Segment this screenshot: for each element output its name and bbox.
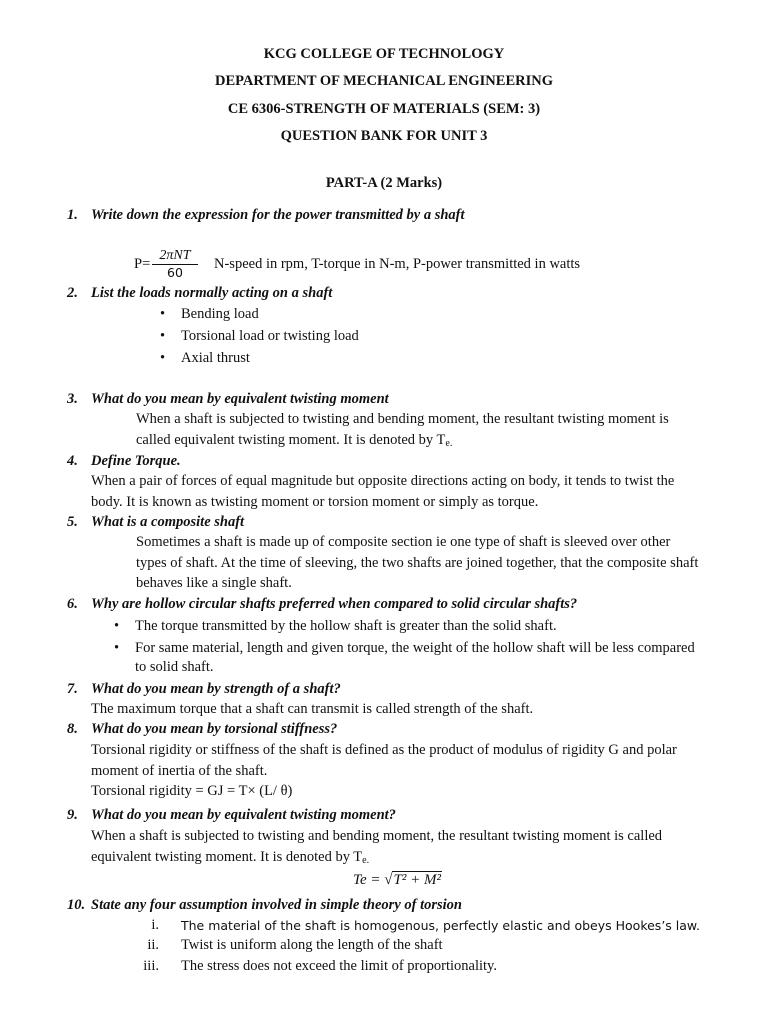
question-text: What do you mean by strength of a shaft? bbox=[91, 681, 341, 697]
list-item bbox=[0, 958, 768, 978]
answer-line: When a shaft is subjected to twisting and bending moment, the resultant twisting moment is called bbox=[91, 828, 663, 844]
question-7 bbox=[67, 681, 341, 698]
department-name: DEPARTMENT OF MECHANICAL ENGINEERING bbox=[215, 73, 553, 89]
list-item-text: Twist is uniform along the length of the shaft bbox=[181, 937, 443, 953]
answer-line: When a shaft is subjected to twisting and bending moment, the resultant twisting moment is bbox=[136, 411, 669, 427]
list-item-continuation: to solid shaft. bbox=[135, 659, 214, 675]
question-text: What do you mean by equivalent twisting moment? bbox=[91, 807, 396, 823]
question-6 bbox=[67, 596, 577, 613]
formula-lhs: Te = bbox=[353, 872, 385, 888]
question-number: 1. bbox=[67, 207, 78, 223]
course-title: CE 6306-STRENGTH OF MATERIALS (SEM: 3) bbox=[227, 101, 541, 117]
question-text: What is a composite shaft bbox=[91, 514, 245, 530]
question-bank-title: QUESTION BANK FOR UNIT 3 bbox=[280, 128, 488, 144]
question-1 bbox=[67, 207, 465, 224]
question-text: What do you mean by torsional stiffness? bbox=[91, 721, 338, 737]
answer-line: behaves like a single shaft. bbox=[136, 575, 292, 591]
question-text: What do you mean by equivalent twisting moment bbox=[91, 391, 389, 407]
square-root-sign: √ bbox=[384, 872, 393, 888]
power-formula-fraction bbox=[152, 247, 198, 281]
question-2 bbox=[67, 285, 332, 302]
question-number: 7. bbox=[67, 681, 78, 697]
question-number: 9. bbox=[67, 807, 78, 823]
equivalent-moment-formula bbox=[353, 872, 442, 889]
list-item-text: The material of the shaft is homogenous, perfectly elastic and obeys Hookes’s law. bbox=[181, 918, 700, 933]
question-3 bbox=[67, 391, 389, 408]
question-number: 4. bbox=[67, 453, 78, 469]
roman-numeral: i. bbox=[151, 917, 159, 933]
question-number: 6. bbox=[67, 596, 78, 612]
question-text: List the loads normally acting on a shaft bbox=[91, 285, 333, 301]
fraction-denominator: 60 bbox=[167, 265, 183, 280]
answer-line: body. It is known as twisting moment or torsion moment or simply as torque. bbox=[91, 494, 539, 510]
question-number: 8. bbox=[67, 721, 78, 737]
formula-radicand: T² + M² bbox=[393, 872, 441, 888]
question-10 bbox=[67, 897, 462, 914]
question-4 bbox=[67, 453, 181, 470]
roman-numeral: iii. bbox=[143, 958, 159, 974]
answer-line: called equivalent twisting moment. It is denoted by $T_{e.}$ bbox=[136, 432, 453, 449]
question-number: 10. bbox=[67, 897, 86, 913]
question-number: 2. bbox=[67, 285, 78, 301]
question-text: Define Torque. bbox=[91, 453, 181, 469]
college-name: KCG COLLEGE OF TECHNOLOGY bbox=[263, 46, 505, 62]
question-9 bbox=[67, 807, 396, 824]
part-heading: PART-A (2 Marks) bbox=[325, 175, 443, 191]
question-5 bbox=[67, 514, 244, 531]
answer-line: Sometimes a shaft is made up of composite section ie one type of shaft is sleeved over other bbox=[136, 534, 671, 550]
answer-line: When a pair of forces of equal magnitude but opposite directions acting on body, it tends to twist the bbox=[91, 473, 675, 489]
answer-line: The maximum torque that a shaft can transmit is called strength of the shaft. bbox=[91, 701, 534, 717]
question-text: State any four assumption involved in simple theory of torsion bbox=[91, 897, 462, 913]
power-formula-lhs: P= bbox=[134, 256, 151, 272]
answer-line: equivalent twisting moment. It is denoted by $T_{e.}$ bbox=[91, 849, 370, 866]
question-number: 5. bbox=[67, 514, 78, 530]
list-item bbox=[0, 917, 768, 937]
question-text: Write down the expression for the power transmitted by a shaft bbox=[91, 207, 465, 223]
answer-line: types of shaft. At the time of sleeving, the two shafts are joined together, that the composite shaft bbox=[136, 555, 699, 571]
answer-line: moment of inertia of the shaft. bbox=[91, 763, 268, 779]
answer-line: Torsional rigidity = GJ = T× (L/ θ) bbox=[91, 783, 293, 799]
question-8 bbox=[67, 721, 337, 738]
power-formula-note: N-speed in rpm, T-torque in N-m, P-power transmitted in watts bbox=[214, 256, 581, 272]
answer-line: Torsional rigidity or stiffness of the shaft is defined as the product of modulus of rigidity G and polar bbox=[91, 742, 677, 758]
question-text: Why are hollow circular shafts preferred when compared to solid circular shafts? bbox=[91, 596, 578, 612]
list-item-text: The stress does not exceed the limit of proportionality. bbox=[181, 958, 497, 974]
question-number: 3. bbox=[67, 391, 78, 407]
fraction-numerator: 2πNT bbox=[152, 247, 198, 265]
list-item bbox=[0, 937, 768, 957]
roman-numeral: ii. bbox=[147, 937, 159, 953]
